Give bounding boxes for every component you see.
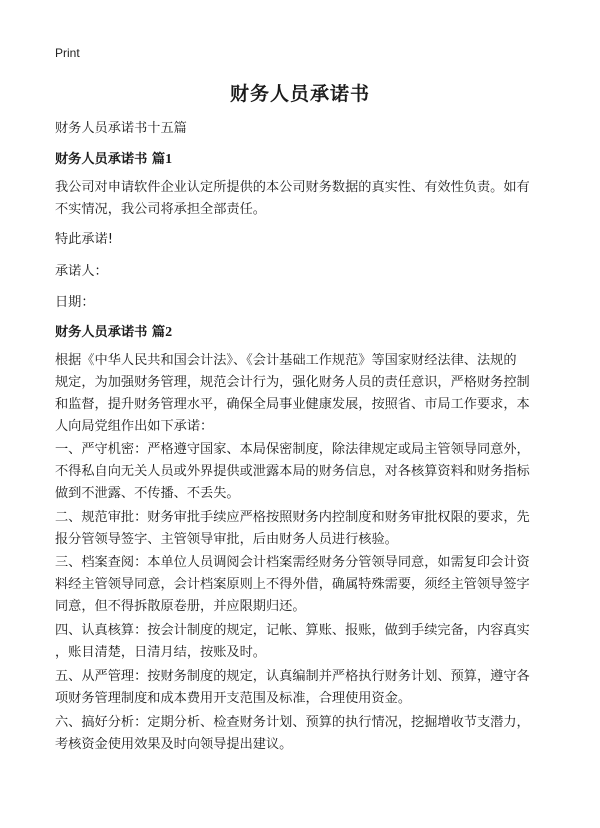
subtitle: 财务人员承诺书十五篇 [55,121,187,136]
paragraph-line: 二、规范审批：财务审批手续应严格按照财务内控制度和财务审批权限的要求，先 [55,510,530,525]
paragraph-line: ，账目清楚，日清月结，按账及时。 [55,645,266,660]
paragraph-line: 考核资金使用效果及时向领导提出建议。 [55,737,293,752]
list-item-approval [55,507,550,551]
paragraph-intro [55,350,550,438]
section-heading-text: 财务人员承诺书 篇 [55,325,166,340]
date-label: 日期： [55,295,95,310]
paragraph-line: 四、认真核算：按会计制度的规定，记帐、算账、报账，做到手续完备，内容真实 [55,623,530,638]
section-heading-number: 1 [165,152,173,167]
list-item-archives [55,552,550,618]
page-title: 财务人员承诺书 [229,83,370,105]
paragraph-line: 不得私自向无关人员或外界提供或泄露本局的财务信息，对各核算资料和财务指标 [55,464,530,479]
paragraph-line: 六、搞好分析：定期分析、检查财务计划、预算的执行情况，挖掘增收节支潜力， [55,715,530,730]
section-heading-text: 财务人员承诺书 篇 [55,152,166,167]
list-item-accounting [55,620,550,664]
paragraph-line: 做到不泄露、不传播、不丢失。 [55,486,240,501]
paragraph-line: 三、档案查阅：本单位人员调阅会计档案需经财务分管领导同意，如需复印会计资 [55,555,530,570]
section-heading-2 [55,322,550,344]
paragraph-line: 不实情况，我公司将承担全部责任。 [55,202,266,217]
list-item-management [55,666,550,710]
paragraph-line: 规定，为加强财务管理，规范会计行为，强化财务人员的责任意识，严格财务控制 [55,375,530,390]
paragraph-line: 我公司对申请软件企业认定所提供的本公司财务数据的真实性、有效性负责。如有 [55,180,530,195]
paragraph-line: 项财务管理制度和成本费用开支范围及标准，合理使用资金。 [55,691,412,706]
paragraph-line: 五、从严管理：按财务制度的规定，认真编制并严格执行财务计划、预算，遵守各 [55,669,530,684]
list-item-confidentiality [55,439,550,505]
statement-text: 特此承诺! [55,232,114,247]
list-item-analysis [55,712,550,756]
paragraph-responsibility [55,177,550,221]
print-link[interactable]: Print [55,46,80,60]
paragraph-line: 报分管领导签字、主管领导审批，后由财务人员进行核验。 [55,532,398,547]
paragraph-line: 料经主管领导同意，会计档案原则上不得外借，确属特殊需要，须经主管领导签字 [55,577,530,592]
paragraph-line: 根据《中华人民共和国会计法》、《会计基础工作规范》等国家财经法律、法规的 [55,353,517,368]
section-heading-number: 2 [165,325,173,340]
paragraph-line: 人向局党组作出如下承诺： [55,419,214,434]
paragraph-line: 和监督，提升财务管理水平，确保全局事业健康发展，按照省、市局工作要求，本 [55,397,530,412]
section-heading-1 [55,149,550,171]
paragraph-line: 一、严守机密：严格遵守国家、本局保密制度，除法律规定或局主管领导同意外， [55,442,530,457]
promisor-label: 承诺人： [55,264,108,279]
paragraph-line: 同意，但不得拆散原卷册，并应限期归还。 [55,599,306,614]
